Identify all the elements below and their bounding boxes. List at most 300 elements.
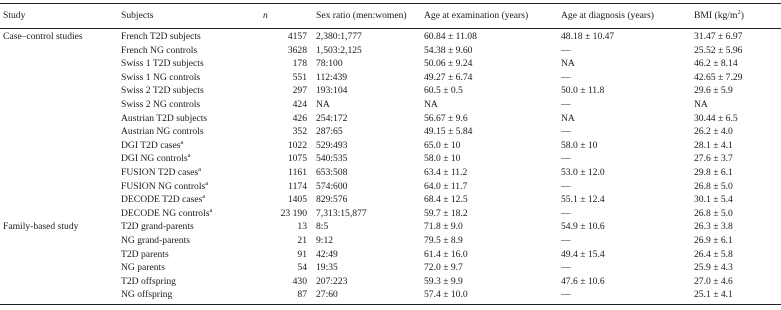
cell-sex-ratio	[311, 71, 424, 85]
cell-sex-ratio	[311, 98, 424, 112]
cell-age-diag	[561, 261, 694, 275]
cell-study	[0, 261, 121, 275]
cell-age-exam	[424, 288, 561, 302]
cell-age-diag	[561, 207, 694, 221]
cell-age-exam	[424, 234, 561, 248]
cell-age-diag-text: 58.0 ± 10	[561, 139, 598, 151]
cell-bmi-text: 25.52 ± 5.96	[694, 44, 743, 56]
cell-sex-ratio	[311, 234, 424, 248]
cell-age-exam-text: 71.8 ± 9.0	[424, 221, 463, 233]
cell-n	[241, 193, 311, 207]
cell-n	[241, 288, 311, 302]
cell-bmi-text: 27.0 ± 4.6	[694, 275, 733, 287]
table-row	[0, 193, 781, 207]
cell-bmi	[694, 220, 781, 234]
cell-bmi-text: 42.65 ± 7.29	[694, 71, 743, 83]
header-bmi-text: BMI (kg/m	[694, 10, 738, 22]
cell-study	[0, 275, 121, 289]
cell-age-diag-text: 50.0 ± 11.8	[561, 85, 605, 97]
cell-bmi-text: 26.8 ± 5.0	[694, 207, 733, 219]
cell-age-diag	[561, 166, 694, 180]
cell-age-exam	[424, 193, 561, 207]
cell-n	[241, 166, 311, 180]
cell-subjects	[121, 71, 241, 85]
cell-subjects	[121, 44, 241, 58]
cell-n-text: 54	[297, 262, 307, 274]
cell-n-text: 91	[297, 248, 307, 260]
cell-bmi	[694, 84, 781, 98]
header-bmi-close: )	[740, 10, 744, 22]
cell-age-exam-text: 79.5 ± 8.9	[424, 234, 463, 246]
cell-age-diag	[561, 220, 694, 234]
cell-subjects-text: French NG controls	[121, 44, 198, 56]
cell-bmi-text: NA	[694, 98, 708, 110]
cell-age-exam	[424, 98, 561, 112]
cell-subjects	[121, 98, 241, 112]
cell-age-diag-text: —	[561, 207, 571, 219]
header-study: Study	[3, 10, 26, 22]
cell-subjects-text: DGI T2D cases	[121, 139, 181, 151]
cell-study	[0, 28, 121, 44]
cell-study	[0, 71, 121, 85]
cell-sex-ratio	[311, 125, 424, 139]
cell-age-exam	[424, 112, 561, 126]
cell-age-diag-text: —	[561, 71, 571, 83]
table-row	[0, 220, 781, 234]
cell-subjects-text: Swiss 1 T2D subjects	[121, 58, 204, 70]
cell-bmi	[694, 139, 781, 153]
cell-age-diag	[561, 44, 694, 58]
cell-bmi	[694, 44, 781, 58]
cell-age-diag-text: —	[561, 44, 571, 56]
cell-subjects-text: FUSION NG controls	[121, 180, 206, 192]
cell-age-diag	[561, 234, 694, 248]
cell-age-diag-text: NA	[561, 112, 575, 124]
cell-n-text: 1075	[287, 153, 307, 165]
cell-subjects	[121, 28, 241, 44]
cell-subjects-text: NG offspring	[121, 289, 173, 301]
cell-study-text: Family-based study	[3, 221, 79, 233]
header-n: n	[263, 10, 268, 22]
cell-sex-ratio-text: 19:35	[316, 262, 338, 274]
cell-age-diag	[561, 98, 694, 112]
cell-age-exam	[424, 84, 561, 98]
cell-sex-ratio-text: 574:600	[316, 180, 348, 192]
cell-age-exam	[424, 71, 561, 85]
cell-subjects-text: NG grand-parents	[121, 234, 190, 246]
cell-study	[0, 220, 121, 234]
cell-subjects	[121, 57, 241, 71]
cell-n	[241, 234, 311, 248]
cell-age-diag-text: NA	[561, 58, 575, 70]
cell-bmi	[694, 166, 781, 180]
cell-age-diag-text: —	[561, 262, 571, 274]
cell-sex-ratio-text: 7,313:15,877	[316, 207, 367, 219]
cell-n	[241, 112, 311, 126]
header-subjects: Subjects	[121, 10, 154, 22]
table-row	[0, 261, 781, 275]
cell-age-diag	[561, 71, 694, 85]
cell-bmi-text: 26.3 ± 3.8	[694, 221, 733, 233]
cell-n	[241, 71, 311, 85]
cell-n	[241, 57, 311, 71]
cell-bmi	[694, 248, 781, 262]
cell-age-diag	[561, 139, 694, 153]
cell-subjects-text: French T2D subjects	[121, 31, 201, 42]
cell-n	[241, 152, 311, 166]
cell-bmi	[694, 71, 781, 85]
cell-age-exam	[424, 220, 561, 234]
cell-study	[0, 98, 121, 112]
cell-sex-ratio	[311, 166, 424, 180]
cell-subjects-text: Swiss 2 NG controls	[121, 98, 201, 110]
cell-study	[0, 166, 121, 180]
cell-n-text: 178	[292, 58, 307, 70]
table-row	[0, 248, 781, 262]
cell-bmi	[694, 275, 781, 289]
cell-age-exam-text: 59.3 ± 9.9	[424, 275, 463, 287]
cell-age-diag-text: —	[561, 98, 571, 110]
header-sex-ratio: Sex ratio (men:women)	[316, 10, 407, 22]
cell-sex-ratio-text: 207:223	[316, 275, 348, 287]
cell-sex-ratio-text: 653:508	[316, 166, 348, 178]
cell-sex-ratio	[311, 152, 424, 166]
cell-sex-ratio-text: 254:172	[316, 112, 348, 124]
cell-n	[241, 261, 311, 275]
cell-age-diag	[561, 125, 694, 139]
table-row	[0, 71, 781, 85]
cell-bmi-text: 46.2 ± 8.14	[694, 58, 738, 70]
cell-bmi-text: 25.1 ± 4.1	[694, 289, 733, 301]
cell-age-exam	[424, 152, 561, 166]
cell-n-text: 424	[292, 98, 307, 110]
cell-bmi	[694, 180, 781, 194]
cell-n	[241, 125, 311, 139]
cell-sex-ratio-text: NA	[316, 98, 330, 110]
cell-n	[241, 207, 311, 221]
cell-age-exam	[424, 261, 561, 275]
cell-sex-ratio	[311, 180, 424, 194]
cell-subjects-text: Swiss 1 NG controls	[121, 71, 201, 83]
cell-study	[0, 57, 121, 71]
cell-age-diag	[561, 193, 694, 207]
cell-age-exam-text: NA	[424, 98, 438, 110]
cell-age-diag	[561, 28, 694, 44]
cell-n-text: 352	[292, 126, 307, 138]
cell-subjects	[121, 234, 241, 248]
cell-n	[241, 98, 311, 112]
cell-age-diag-text: —	[561, 126, 571, 138]
cell-subjects-text: DGI NG controls	[121, 153, 188, 165]
table-row	[0, 180, 781, 194]
cell-n	[241, 180, 311, 194]
cell-age-diag	[561, 248, 694, 262]
cell-bmi-text: 30.44 ± 6.5	[694, 112, 738, 124]
table-row	[0, 57, 781, 71]
cell-sex-ratio-text: 829:576	[316, 194, 348, 206]
cell-age-exam	[424, 44, 561, 58]
cell-age-exam-text: 50.06 ± 9.24	[424, 58, 473, 70]
table-row	[0, 152, 781, 166]
cell-subjects-text: T2D parents	[121, 248, 169, 260]
cohort-table	[0, 4, 781, 302]
cell-bmi-text: 29.8 ± 6.1	[694, 166, 733, 178]
cell-age-exam	[424, 139, 561, 153]
cell-age-diag-text: 47.6 ± 10.6	[561, 275, 605, 287]
header-age-exam: Age at examination (years)	[424, 10, 529, 22]
cell-age-exam-text: 49.27 ± 6.74	[424, 71, 473, 83]
cell-study	[0, 152, 121, 166]
cell-n-text: 297	[292, 85, 307, 97]
cell-n-text: 3628	[287, 44, 307, 56]
footnote-marker: a	[202, 192, 206, 200]
cell-age-exam-text: 54.38 ± 9.60	[424, 44, 473, 56]
cell-age-diag	[561, 57, 694, 71]
cell-bmi-text: 26.9 ± 6.1	[694, 234, 733, 246]
cell-age-exam-text: 57.4 ± 10.0	[424, 289, 468, 301]
cell-bmi	[694, 57, 781, 71]
cell-bmi	[694, 193, 781, 207]
cell-sex-ratio	[311, 261, 424, 275]
cell-sex-ratio-text: 112:439	[316, 71, 348, 83]
cell-age-exam	[424, 275, 561, 289]
cell-subjects	[121, 261, 241, 275]
cell-age-exam	[424, 125, 561, 139]
table-row	[0, 44, 781, 58]
cell-bmi-text: 31.47 ± 6.97	[694, 31, 743, 42]
cell-study	[0, 248, 121, 262]
cell-age-exam	[424, 207, 561, 221]
cell-study	[0, 139, 121, 153]
cell-age-exam-text: 63.4 ± 11.2	[424, 166, 468, 178]
cell-subjects-text: Austrian T2D subjects	[121, 112, 208, 124]
table-row	[0, 288, 781, 302]
cell-sex-ratio-text: 193:104	[316, 85, 348, 97]
cell-sex-ratio	[311, 288, 424, 302]
cell-subjects	[121, 220, 241, 234]
cell-sex-ratio	[311, 139, 424, 153]
cell-bmi-text: 30.1 ± 5.4	[694, 194, 733, 206]
cell-age-diag	[561, 152, 694, 166]
cell-sex-ratio-text: 529:493	[316, 139, 348, 151]
cell-subjects-text: DECODE NG controls	[121, 207, 210, 219]
cell-n-text: 1022	[287, 139, 307, 151]
cell-subjects	[121, 275, 241, 289]
cell-age-exam-text: 61.4 ± 16.0	[424, 248, 468, 260]
cell-age-exam-text: 49.15 ± 5.84	[424, 126, 473, 138]
table-row	[0, 125, 781, 139]
cell-n-text: 1174	[288, 180, 307, 192]
cell-n	[241, 28, 311, 44]
cell-age-diag-text: 55.1 ± 12.4	[561, 194, 605, 206]
cell-age-diag-text: —	[561, 153, 571, 165]
cell-age-exam	[424, 180, 561, 194]
cell-sex-ratio	[311, 275, 424, 289]
cell-age-exam-text: 64.0 ± 11.7	[424, 180, 468, 192]
cell-age-diag-text: 48.18 ± 10.47	[561, 31, 615, 42]
cell-age-diag-text: 53.0 ± 12.0	[561, 166, 605, 178]
table-row	[0, 84, 781, 98]
cell-age-exam-text: 59.7 ± 18.2	[424, 207, 468, 219]
cell-age-diag-text: —	[561, 180, 571, 192]
cell-sex-ratio-text: 2,380:1,777	[316, 31, 362, 42]
cell-n-text: 21	[297, 234, 307, 246]
footnote-marker: a	[198, 165, 201, 173]
cell-subjects	[121, 84, 241, 98]
table-row	[0, 275, 781, 289]
bottom-rule	[0, 304, 781, 305]
cell-age-exam-text: 65.0 ± 10	[424, 139, 461, 151]
cell-sex-ratio	[311, 57, 424, 71]
cell-n-text: 1405	[287, 194, 307, 206]
cell-subjects	[121, 166, 241, 180]
cell-study	[0, 234, 121, 248]
cell-subjects-text: Swiss 2 T2D subjects	[121, 85, 204, 97]
table-row	[0, 166, 781, 180]
cell-bmi	[694, 234, 781, 248]
cell-subjects	[121, 207, 241, 221]
table-body	[0, 28, 781, 302]
cell-n-text: 13	[297, 221, 307, 233]
cell-age-exam	[424, 28, 561, 44]
cell-study	[0, 193, 121, 207]
footnote-marker: a	[205, 179, 209, 187]
cell-sex-ratio	[311, 28, 424, 44]
cell-n-text: 23 190	[280, 207, 307, 219]
cell-subjects-text: T2D offspring	[121, 275, 176, 287]
cell-n-text: 87	[297, 289, 307, 301]
cell-subjects	[121, 125, 241, 139]
cell-bmi	[694, 28, 781, 44]
cell-n-text: 551	[292, 71, 307, 83]
cell-age-exam-text: 60.5 ± 0.5	[424, 85, 463, 97]
cell-study	[0, 207, 121, 221]
cell-subjects	[121, 152, 241, 166]
cell-bmi	[694, 261, 781, 275]
cell-sex-ratio-text: 9:12	[316, 234, 334, 246]
cell-sex-ratio	[311, 112, 424, 126]
cell-bmi	[694, 288, 781, 302]
cell-bmi-text: 26.2 ± 4.0	[694, 126, 733, 138]
cell-sex-ratio	[311, 220, 424, 234]
cell-bmi-text: 26.4 ± 5.8	[694, 248, 733, 260]
cell-sex-ratio	[311, 207, 424, 221]
cell-age-exam	[424, 57, 561, 71]
cell-age-exam-text: 58.0 ± 10	[424, 153, 461, 165]
cell-n	[241, 275, 311, 289]
cell-bmi-text: 25.9 ± 4.3	[694, 262, 733, 274]
table-row	[0, 112, 781, 126]
cell-subjects	[121, 288, 241, 302]
footnote-marker: a	[180, 138, 184, 146]
cell-age-exam-text: 68.4 ± 12.5	[424, 194, 468, 206]
cell-subjects	[121, 248, 241, 262]
table-row	[0, 28, 781, 44]
cell-age-diag	[561, 275, 694, 289]
header-row	[0, 4, 781, 28]
cell-n-text: 1161	[288, 166, 307, 178]
cell-n	[241, 84, 311, 98]
cell-age-exam	[424, 248, 561, 262]
cell-sex-ratio-text: 540:535	[316, 153, 348, 165]
cell-bmi	[694, 125, 781, 139]
cell-n-text: 426	[292, 112, 307, 124]
cell-age-diag-text: 54.9 ± 10.6	[561, 221, 605, 233]
cell-n-text: 430	[292, 275, 307, 287]
cell-age-exam	[424, 166, 561, 180]
cell-age-exam-text: 56.67 ± 9.6	[424, 112, 468, 124]
cell-study	[0, 180, 121, 194]
cell-bmi	[694, 98, 781, 112]
cell-age-diag	[561, 288, 694, 302]
cell-subjects	[121, 139, 241, 153]
cell-study	[0, 112, 121, 126]
table-row	[0, 234, 781, 248]
cell-subjects	[121, 193, 241, 207]
cell-age-exam-text: 60.84 ± 11.08	[424, 31, 477, 42]
footnote-marker: a	[209, 206, 213, 214]
cell-subjects-text: Austrian NG controls	[121, 126, 204, 138]
cell-study	[0, 288, 121, 302]
cell-sex-ratio	[311, 248, 424, 262]
cell-sex-ratio-text: 42:49	[316, 248, 338, 260]
cell-n	[241, 220, 311, 234]
cell-age-diag-text: —	[561, 234, 571, 246]
cell-subjects	[121, 112, 241, 126]
cell-n	[241, 139, 311, 153]
cell-subjects-text: T2D grand-parents	[121, 221, 194, 233]
cell-sex-ratio-text: 1,503:2,125	[316, 44, 362, 56]
cell-subjects	[121, 180, 241, 194]
cell-sex-ratio-text: 78:100	[316, 58, 343, 70]
cell-subjects-text: DECODE T2D cases	[121, 194, 203, 206]
cell-age-diag	[561, 180, 694, 194]
cell-n	[241, 248, 311, 262]
cell-bmi	[694, 112, 781, 126]
cell-study	[0, 44, 121, 58]
cell-age-diag	[561, 84, 694, 98]
cell-bmi-text: 27.6 ± 3.7	[694, 153, 733, 165]
cell-sex-ratio	[311, 193, 424, 207]
cell-sex-ratio-text: 27:60	[316, 289, 338, 301]
cell-n-text: 4157	[287, 31, 307, 42]
footnote-marker: a	[187, 152, 191, 160]
cell-bmi-text: 26.8 ± 5.0	[694, 180, 733, 192]
cell-bmi	[694, 152, 781, 166]
header-bmi	[694, 4, 781, 28]
header-age-diag: Age at diagnosis (years)	[561, 10, 654, 22]
table-row	[0, 139, 781, 153]
cell-age-exam-text: 72.0 ± 9.7	[424, 262, 463, 274]
cell-age-diag-text: —	[561, 289, 571, 301]
cell-study	[0, 125, 121, 139]
cell-bmi-text: 29.6 ± 5.9	[694, 85, 733, 97]
table-row	[0, 98, 781, 112]
cell-sex-ratio-text: 8:5	[316, 221, 329, 233]
cell-age-diag	[561, 112, 694, 126]
cell-subjects-text: FUSION T2D cases	[121, 166, 199, 178]
table-row	[0, 207, 781, 221]
cell-study	[0, 84, 121, 98]
cell-sex-ratio	[311, 44, 424, 58]
cell-sex-ratio-text: 287:65	[316, 126, 343, 138]
cell-n	[241, 44, 311, 58]
cell-subjects-text: NG parents	[121, 262, 165, 274]
cell-study-text: Case–control studies	[3, 31, 83, 42]
cell-bmi	[694, 207, 781, 221]
cell-age-diag-text: 49.4 ± 15.4	[561, 248, 605, 260]
header-bmi-sup: 2	[737, 9, 741, 17]
